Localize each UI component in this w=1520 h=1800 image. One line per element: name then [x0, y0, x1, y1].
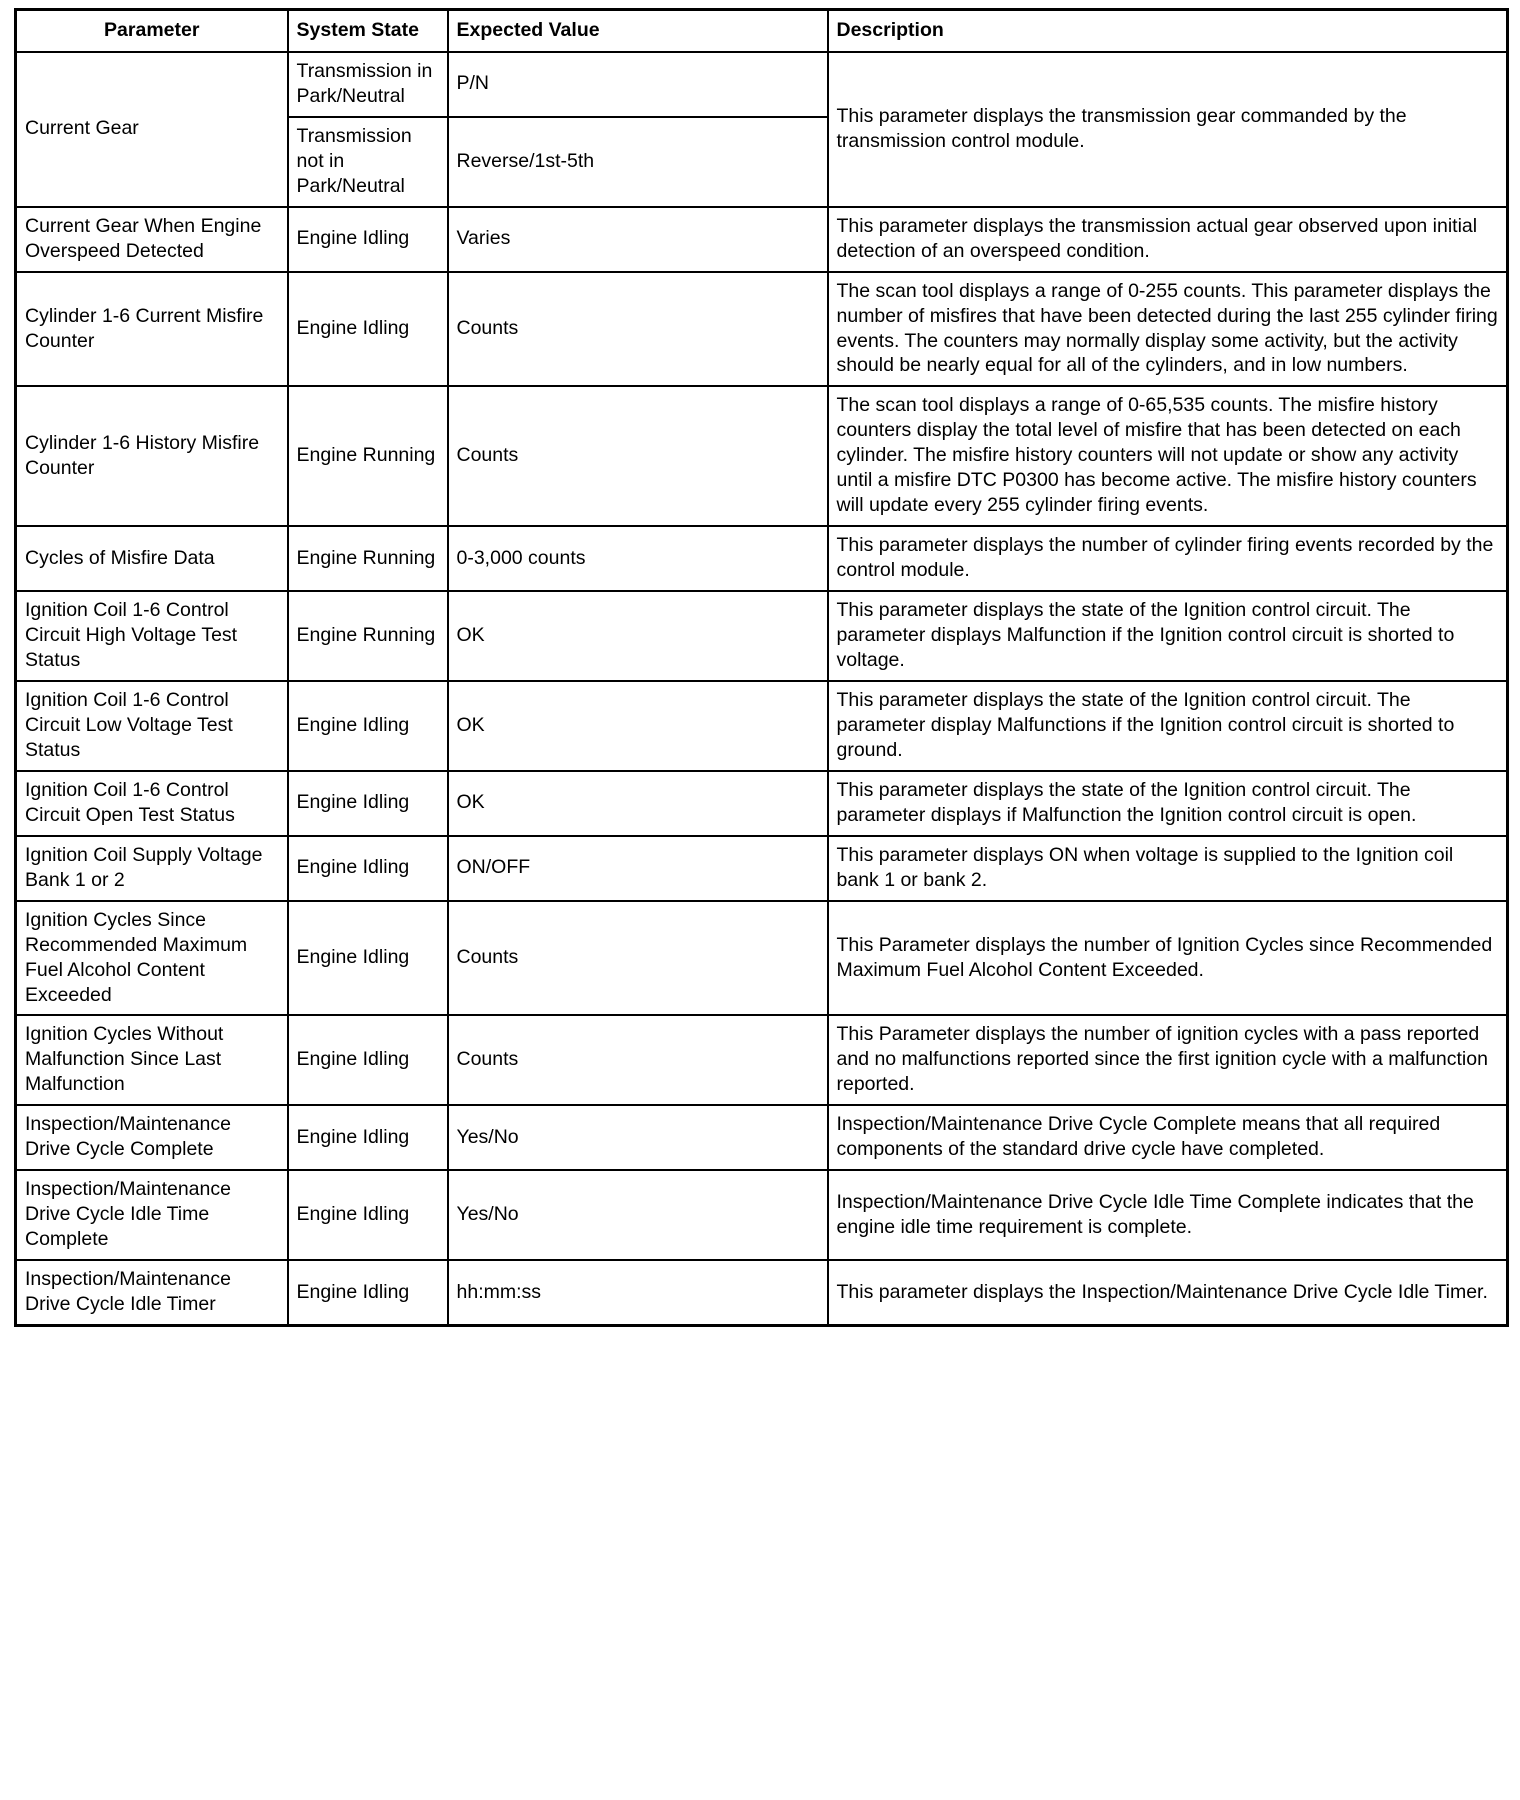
column-header-parameter: Parameter [16, 10, 288, 52]
cell-parameter: Cylinder 1-6 History Misfire Counter [16, 386, 288, 526]
table-row [16, 272, 1508, 387]
cell-description: This parameter displays the state of the Ignition control circuit. The parameter displays if Malfunction the Ignition control circuit is open. [828, 771, 1508, 836]
cell-expected-value: Yes/No [448, 1105, 828, 1170]
cell-expected-value: hh:mm:ss [448, 1260, 828, 1325]
parameters-table [14, 8, 1509, 1327]
cell-system-state: Engine Running [288, 526, 448, 591]
cell-description: The scan tool displays a range of 0-255 counts. This parameter displays the number of misfires that have been detected during the last 255 cylinder firing events. The counters may normally display some activity, but the activity should be nearly equal for all of the cylinders, and in low numbers. [828, 272, 1508, 387]
cell-expected-value: OK [448, 771, 828, 836]
table-row [16, 386, 1508, 526]
cell-parameter: Cylinder 1-6 Current Misfire Counter [16, 272, 288, 387]
cell-parameter: Current Gear When Engine Overspeed Detected [16, 207, 288, 272]
table-row [16, 771, 1508, 836]
cell-description: This parameter displays ON when voltage is supplied to the Ignition coil bank 1 or bank 2. [828, 836, 1508, 901]
cell-expected-value: 0-3,000 counts [448, 526, 828, 591]
cell-system-state: Engine Idling [288, 1015, 448, 1105]
cell-parameter: Ignition Cycles Without Malfunction Since Last Malfunction [16, 1015, 288, 1105]
cell-description: Inspection/Maintenance Drive Cycle Complete means that all required components of the standard drive cycle have completed. [828, 1105, 1508, 1170]
cell-description: This parameter displays the number of cylinder firing events recorded by the control module. [828, 526, 1508, 591]
table-row [16, 52, 1508, 117]
table-row [16, 901, 1508, 1016]
cell-parameter: Ignition Coil Supply Voltage Bank 1 or 2 [16, 836, 288, 901]
cell-system-state: Engine Idling [288, 272, 448, 387]
cell-expected-value: Varies [448, 207, 828, 272]
cell-parameter: Ignition Coil 1-6 Control Circuit Low Voltage Test Status [16, 681, 288, 771]
cell-system-state: Engine Idling [288, 901, 448, 1016]
cell-expected-value: Counts [448, 1015, 828, 1105]
cell-system-state: Engine Idling [288, 681, 448, 771]
cell-system-state: Engine Idling [288, 1260, 448, 1325]
cell-system-state: Engine Idling [288, 207, 448, 272]
cell-parameter: Inspection/Maintenance Drive Cycle Complete [16, 1105, 288, 1170]
cell-description: This parameter displays the Inspection/Maintenance Drive Cycle Idle Timer. [828, 1260, 1508, 1325]
cell-description: The scan tool displays a range of 0-65,535 counts. The misfire history counters display the total level of misfire that has been detected on each cylinder. The misfire history counters will not update or show any activity until a misfire DTC P0300 has become active. The misfire history counters will update every 255 cylinder firing events. [828, 386, 1508, 526]
cell-expected-value: Counts [448, 272, 828, 387]
cell-system-state: Engine Idling [288, 1105, 448, 1170]
cell-description: This parameter displays the state of the Ignition control circuit. The parameter display Malfunctions if the Ignition control circuit is shorted to ground. [828, 681, 1508, 771]
cell-expected-value: P/N [448, 52, 828, 117]
cell-system-state: Engine Idling [288, 771, 448, 836]
cell-system-state: Engine Idling [288, 1170, 448, 1260]
table-row [16, 591, 1508, 681]
cell-system-state: Engine Running [288, 591, 448, 681]
cell-expected-value: Yes/No [448, 1170, 828, 1260]
table-row [16, 1260, 1508, 1325]
table-row [16, 1170, 1508, 1260]
cell-description: This Parameter displays the number of Ignition Cycles since Recommended Maximum Fuel Alcohol Content Exceeded. [828, 901, 1508, 1016]
cell-expected-value: OK [448, 591, 828, 681]
cell-expected-value: Counts [448, 901, 828, 1016]
table-row [16, 836, 1508, 901]
table-row [16, 681, 1508, 771]
column-header-system-state: System State [288, 10, 448, 52]
cell-description: This parameter displays the transmission gear commanded by the transmission control module. [828, 52, 1508, 207]
table-row [16, 1015, 1508, 1105]
cell-parameter: Inspection/Maintenance Drive Cycle Idle Timer [16, 1260, 288, 1325]
cell-description: This parameter displays the state of the Ignition control circuit. The parameter displays Malfunction if the Ignition control circuit is shorted to voltage. [828, 591, 1508, 681]
cell-expected-value: OK [448, 681, 828, 771]
cell-system-state: Engine Running [288, 386, 448, 526]
cell-system-state: Engine Idling [288, 836, 448, 901]
column-header-description: Description [828, 10, 1508, 52]
cell-description: This Parameter displays the number of ignition cycles with a pass reported and no malfunctions reported since the first ignition cycle with a malfunction reported. [828, 1015, 1508, 1105]
table-row [16, 526, 1508, 591]
table-row [16, 207, 1508, 272]
cell-parameter: Cycles of Misfire Data [16, 526, 288, 591]
table-header-row [16, 10, 1508, 52]
cell-parameter: Ignition Coil 1-6 Control Circuit High Voltage Test Status [16, 591, 288, 681]
cell-expected-value: Counts [448, 386, 828, 526]
cell-parameter: Ignition Coil 1-6 Control Circuit Open Test Status [16, 771, 288, 836]
cell-parameter: Current Gear [16, 52, 288, 207]
cell-system-state: Transmission in Park/Neutral [288, 52, 448, 117]
cell-parameter: Ignition Cycles Since Recommended Maximum Fuel Alcohol Content Exceeded [16, 901, 288, 1016]
cell-parameter: Inspection/Maintenance Drive Cycle Idle Time Complete [16, 1170, 288, 1260]
cell-expected-value: Reverse/1st-5th [448, 117, 828, 207]
cell-system-state: Transmission not in Park/Neutral [288, 117, 448, 207]
cell-expected-value: ON/OFF [448, 836, 828, 901]
table-row [16, 1105, 1508, 1170]
cell-description: This parameter displays the transmission actual gear observed upon initial detection of an overspeed condition. [828, 207, 1508, 272]
column-header-expected-value: Expected Value [448, 10, 828, 52]
cell-description: Inspection/Maintenance Drive Cycle Idle Time Complete indicates that the engine idle time requirement is complete. [828, 1170, 1508, 1260]
